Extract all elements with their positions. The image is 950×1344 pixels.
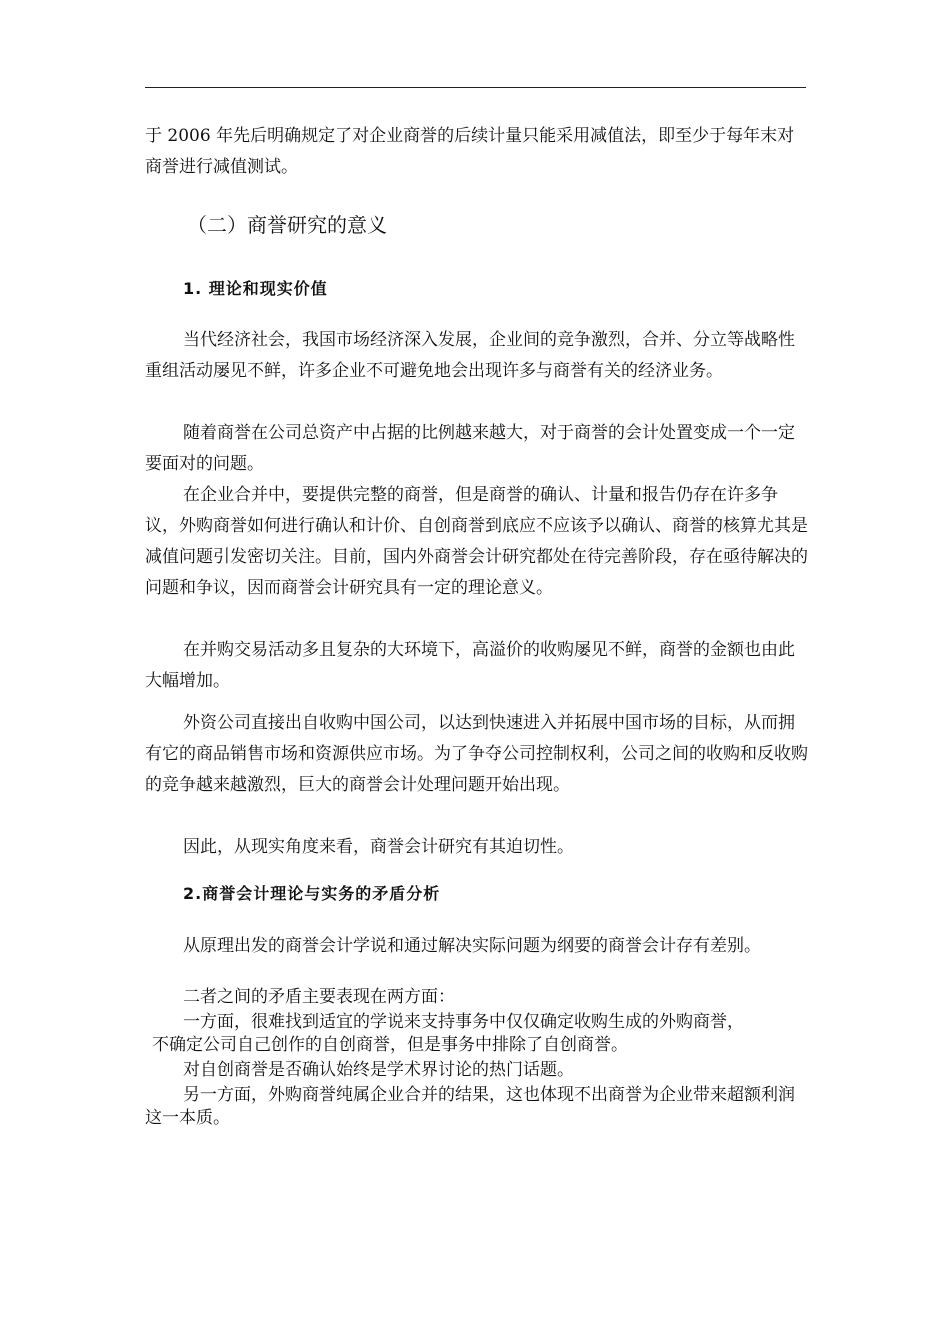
section-heading: （二）商誉研究的意义 <box>187 213 387 237</box>
paragraph: 从原理出发的商誉会计学说和通过解决实际问题为纲要的商誉会计存有差别。 <box>183 936 761 956</box>
header-rule <box>145 87 806 88</box>
paragraph: 二者之间的矛盾主要表现在两方面： <box>183 987 455 1007</box>
paragraph: 另一方面，外购商誉纯属企业合并的结果，这也体现不出商誉为企业带来超额利润这一本质。 <box>145 1085 795 1128</box>
paragraph: 随着商誉在公司总资产中占据的比例越来越大，对于商誉的会计处置变成一个一定要面对的问题。 <box>145 423 795 474</box>
paragraph: 对自创商誉是否确认始终是学术界讨论的热门话题。 <box>183 1060 574 1080</box>
paragraph: 外资公司直接出自收购中国公司，以达到快速进入并拓展中国市场的目标，从而拥有它的商品销售市场和资源供应市场。为了争夺公司控制权利，公司之间的收购和反收购的竞争越来越激烈，巨大的商誉会计处理问题开始出现。 <box>145 713 808 795</box>
paragraph-continuation: 不确定公司自己创作的自创商誉，但是事务中排除了自创商誉。 <box>152 1035 628 1055</box>
paragraph: 当代经济社会，我国市场经济深入发展，企业间的竞争激烈，合并、分立等战略性重组活动屡见不鲜，许多企业不可避免地会出现许多与商誉有关的经济业务。 <box>145 330 795 381</box>
top-paragraph: 于 2006 年先后明确规定了对企业商誉的后续计量只能采用减值法，即至少于每年末对商誉进行减值测试。 <box>145 126 795 177</box>
paragraph: 在并购交易活动多且复杂的大环境下，高溢价的收购屡见不鲜，商誉的金额也由此大幅增加。 <box>145 640 795 691</box>
paragraph: 因此，从现实角度来看，商誉会计研究有其迫切性。 <box>183 837 574 857</box>
paragraph: 一方面，很难找到适宜的学说来支持事务中仅仅确定收购生成的外购商誉， <box>183 1012 744 1032</box>
subsection-2-heading: 2.商誉会计理论与实务的矛盾分析 <box>183 884 441 903</box>
paragraph: 在企业合并中，要提供完整的商誉，但是商誉的确认、计量和报告仍存在许多争议，外购商誉如何进行确认和计价、自创商誉到底应不应该予以确认、商誉的核算尤其是减值问题引发密切关注。目前，国内外商誉会计研究都处在待完善阶段，存在亟待解决的问题和争议，因而商誉会计研究具有一定的理论意义。 <box>145 485 808 598</box>
subsection-1-heading: 1. 理论和现实价值 <box>183 279 328 298</box>
